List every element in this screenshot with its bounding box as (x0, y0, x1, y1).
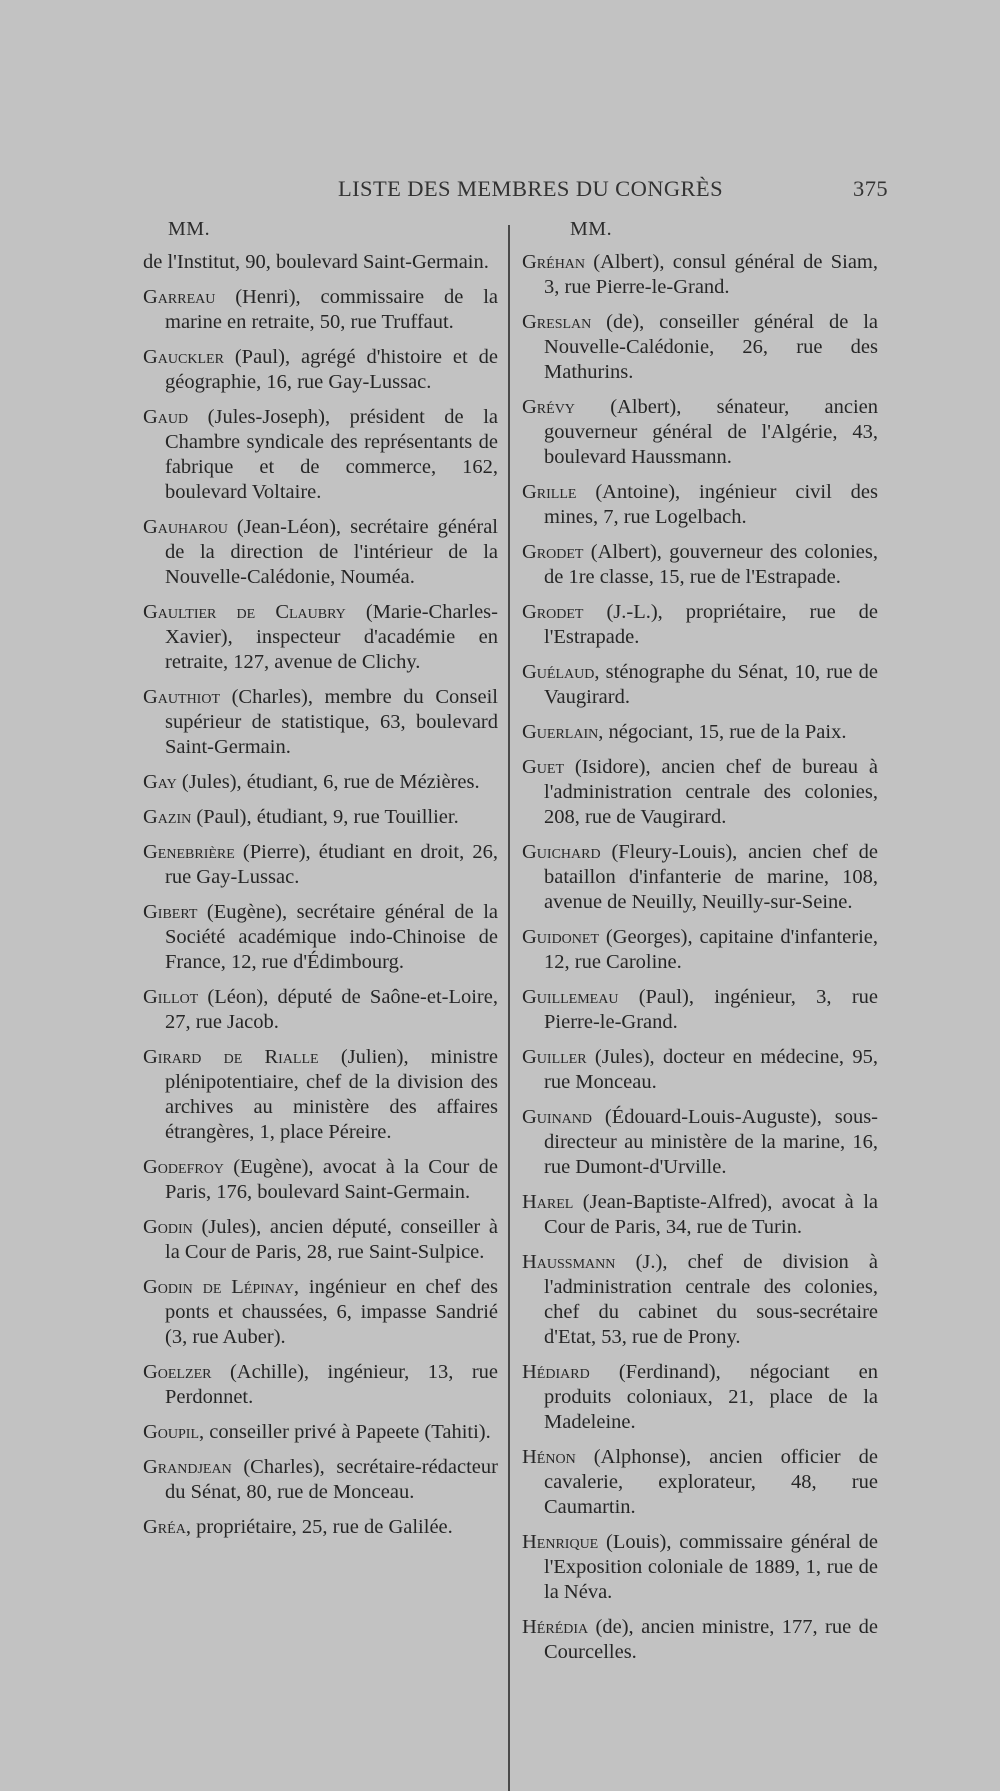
member-details: , négociant, 15, rue de la Paix. (598, 721, 847, 743)
member-details: (Antoine), ingénieur civil des mines, 7, rue Logelbach. (544, 481, 878, 528)
member-details: (Léon), député de Saône-et-Loire, 27, rue Jacob. (165, 986, 498, 1033)
member-details: (Alphonse), ancien officier de cavalerie, explorateur, 48, rue Caumartin. (544, 1446, 878, 1518)
member-name: Godin (143, 1216, 193, 1238)
member-name: Gillot (143, 986, 199, 1008)
member-details: de l'Institut, 90, boulevard Saint-Germain. (143, 251, 489, 273)
member-entry (522, 1530, 878, 1605)
member-name: Gauckler (143, 346, 224, 368)
member-name: Gibert (143, 901, 198, 923)
member-details: (Eugène), avocat à la Cour de Paris, 176, boulevard Saint-Germain. (165, 1156, 498, 1203)
member-entry (522, 600, 878, 650)
member-entry (522, 1250, 878, 1350)
member-name: Gaultier de Claubry (143, 601, 346, 623)
member-entry (143, 1455, 498, 1505)
member-details: , sténographe du Sénat, 10, rue de Vaugirard. (544, 661, 878, 708)
member-details: (Paul), ingénieur, 3, rue Pierre-le-Grand. (544, 986, 878, 1033)
member-details: , propriétaire, 25, rue de Galilée. (185, 1516, 453, 1538)
member-name: Goelzer (143, 1361, 212, 1383)
member-details: (Pierre), étudiant en droit, 26, rue Gay-Lussac. (165, 841, 498, 888)
right-column (522, 250, 878, 1675)
member-details: (Albert), consul général de Siam, 3, rue Pierre-le-Grand. (544, 251, 878, 298)
member-entry (143, 1045, 498, 1145)
member-details: (Georges), capitaine d'infanterie, 12, rue Caroline. (544, 926, 878, 973)
member-details: (Marie-Charles-Xavier), inspecteur d'académie en retraite, 127, avenue de Clichy. (165, 601, 498, 673)
member-entry (143, 250, 498, 275)
member-details: (Charles), membre du Conseil supérieur de statistique, 63, boulevard Saint-Germain. (165, 686, 498, 758)
member-entry (522, 755, 878, 830)
member-details: (Jules), ancien député, conseiller à la Cour de Paris, 28, rue Saint-Sulpice. (165, 1216, 498, 1263)
member-entry (522, 1615, 878, 1665)
member-entry (522, 1445, 878, 1520)
member-details: (Paul), étudiant, 9, rue Touillier. (191, 806, 459, 828)
member-entry (522, 720, 878, 745)
member-name: Gauharou (143, 516, 228, 538)
member-entry (143, 1275, 498, 1350)
member-entry (143, 515, 498, 590)
member-entry (143, 985, 498, 1035)
member-name: Gréhan (522, 251, 586, 273)
member-name: Gauthiot (143, 686, 221, 708)
member-name: Guidonet (522, 926, 600, 948)
member-name: Garreau (143, 286, 216, 308)
member-details: (Julien), ministre plénipotentiaire, chef de la division des archives au ministère des affaires étrangères, 1, place Péreire. (165, 1046, 498, 1143)
left-column-heading: MM. (168, 218, 211, 240)
member-name: Grévy (522, 396, 575, 418)
running-title: LISTE DES MEMBRES DU CONGRÈS (338, 176, 723, 201)
member-name: Genebrière (143, 841, 235, 863)
member-details: (Jules), docteur en médecine, 95, rue Monceau. (544, 1046, 878, 1093)
member-details: , ingénieur en chef des ponts et chaussées, 6, impasse Sandrié (3, rue Auber). (165, 1276, 498, 1348)
member-name: Hénon (522, 1446, 576, 1468)
column-divider (508, 225, 510, 1791)
right-column-heading: MM. (570, 218, 613, 240)
member-entry (143, 685, 498, 760)
member-entry (143, 285, 498, 335)
member-details: (Jules-Joseph), président de la Chambre syndicale des représentants de fabrique et de commerce, 162, boulevard Voltaire. (165, 406, 498, 503)
member-entry (143, 600, 498, 675)
member-name: Gréa (143, 1516, 186, 1538)
member-details: (Achille), ingénieur, 13, rue Perdonnet. (165, 1361, 498, 1408)
member-entry (522, 1360, 878, 1435)
member-name: Guerlain (522, 721, 599, 743)
member-name: Greslan (522, 311, 592, 333)
page-number: 375 (853, 176, 888, 201)
member-details: (de), ancien ministre, 177, rue de Courcelles. (544, 1616, 878, 1663)
member-details: (Albert), gouverneur des colonies, de 1re classe, 15, rue de l'Estrapade. (544, 541, 878, 588)
member-details: (Paul), agrégé d'histoire et de géographie, 16, rue Gay-Lussac. (165, 346, 498, 393)
member-details: (J.), chef de division à l'administration centrale des colonies, chef du cabinet du sous-secrétaire d'Etat, 53, rue de Prony. (544, 1251, 878, 1348)
member-details: (Albert), sénateur, ancien gouverneur général de l'Algérie, 43, boulevard Haussmann. (544, 396, 878, 468)
member-details: (J.-L.), propriétaire, rue de l'Estrapade. (544, 601, 878, 648)
member-name: Haussmann (522, 1251, 616, 1273)
member-name: Grille (522, 481, 577, 503)
member-entry (522, 1105, 878, 1180)
member-name: Goupil (143, 1421, 200, 1443)
member-entry (522, 840, 878, 915)
member-entry (143, 1215, 498, 1265)
member-details: (Jean-Baptiste-Alfred), avocat à la Cour de Paris, 34, rue de Turin. (544, 1191, 878, 1238)
member-details: (Ferdinand), négociant en produits coloniaux, 21, place de la Madeleine. (544, 1361, 878, 1433)
member-name: Godefroy (143, 1156, 224, 1178)
member-entry (522, 925, 878, 975)
member-details: (Henri), commissaire de la marine en retraite, 50, rue Truffaut. (165, 286, 498, 333)
member-entry (522, 310, 878, 385)
member-entry (143, 1360, 498, 1410)
member-name: Guiller (522, 1046, 587, 1068)
member-details: (Édouard-Louis-Auguste), sous-directeur au ministère de la marine, 16, rue Dumont-d'Urville. (544, 1106, 878, 1178)
member-name: Gay (143, 771, 177, 793)
member-entry (522, 395, 878, 470)
member-name: Guillemeau (522, 986, 619, 1008)
member-entry (143, 1420, 498, 1445)
member-entry (143, 900, 498, 975)
member-details: (Isidore), ancien chef de bureau à l'administration centrale des colonies, 208, rue de Vaugirard. (544, 756, 878, 828)
member-entry (143, 770, 498, 795)
member-details: (de), conseiller général de la Nouvelle-Calédonie, 26, rue des Mathurins. (544, 311, 878, 383)
member-entry (143, 840, 498, 890)
member-entry (143, 805, 498, 830)
member-entry (143, 1155, 498, 1205)
member-details: (Louis), commissaire général de l'Exposition coloniale de 1889, 1, rue de la Néva. (544, 1531, 878, 1603)
member-name: Girard de Rialle (143, 1046, 319, 1068)
member-name: Gazin (143, 806, 192, 828)
member-name: Harel (522, 1191, 574, 1213)
left-column (143, 250, 498, 1550)
member-entry (143, 345, 498, 395)
member-entry (522, 1045, 878, 1095)
member-details: (Charles), secrétaire-rédacteur du Sénat, 80, rue de Monceau. (165, 1456, 498, 1503)
member-entry (522, 660, 878, 710)
member-name: Grodet (522, 601, 584, 623)
member-name: Guet (522, 756, 565, 778)
member-name: Henrique (522, 1531, 599, 1553)
member-entry (143, 405, 498, 505)
member-name: Guélaud (522, 661, 595, 683)
member-entry (522, 540, 878, 590)
member-details: (Jean-Léon), secrétaire général de la direction de l'intérieur de la Nouvelle-Calédonie, Nouméa. (165, 516, 498, 588)
member-name: Godin de Lépinay (143, 1276, 294, 1298)
member-entry (522, 985, 878, 1035)
member-details: (Jules), étudiant, 6, rue de Mézières. (176, 771, 480, 793)
member-name: Guichard (522, 841, 601, 863)
member-details: , conseiller privé à Papeete (Tahiti). (199, 1421, 491, 1443)
member-name: Grandjean (143, 1456, 232, 1478)
member-entry (522, 250, 878, 300)
member-entry (522, 480, 878, 530)
member-name: Guinand (522, 1106, 593, 1128)
member-name: Grodet (522, 541, 584, 563)
member-details: (Eugène), secrétaire général de la Société académique indo-Chinoise de France, 12, rue d'Édimbourg. (165, 901, 498, 973)
member-details: (Fleury-Louis), ancien chef de bataillon d'infanterie de marine, 108, avenue de Neuilly, Neuilly-sur-Seine. (544, 841, 878, 913)
member-name: Gaud (143, 406, 189, 428)
member-name: Hérédia (522, 1616, 589, 1638)
member-name: Hédiard (522, 1361, 590, 1383)
member-entry (522, 1190, 878, 1240)
member-entry (143, 1515, 498, 1540)
